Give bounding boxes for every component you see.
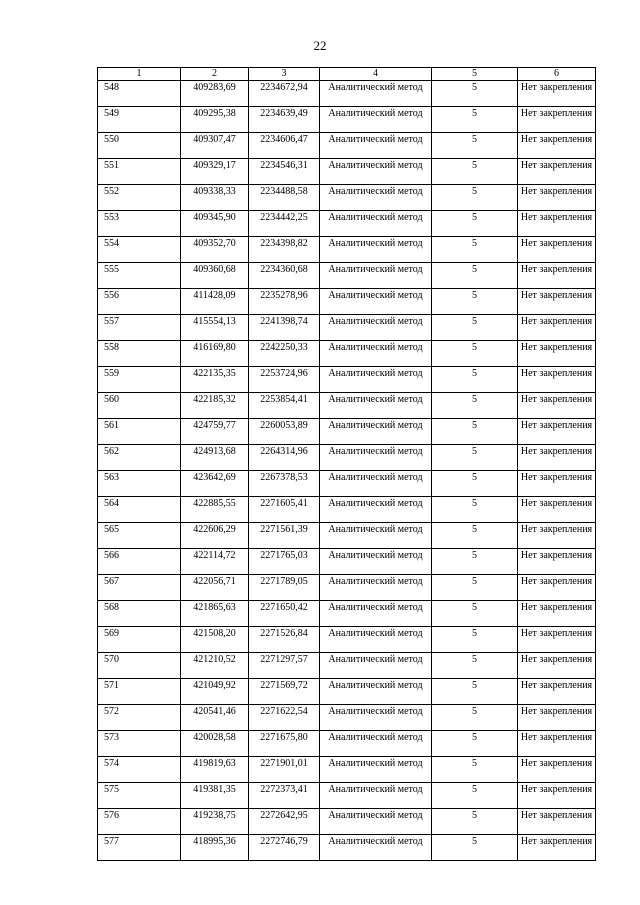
fixation-cell: Нет закрепления xyxy=(518,809,596,835)
point-number-cell: 562 xyxy=(98,445,181,471)
point-number-cell: 554 xyxy=(98,237,181,263)
y-coordinate-cell: 2271526,84 xyxy=(249,627,320,653)
accuracy-cell: 5 xyxy=(432,393,518,419)
accuracy-cell: 5 xyxy=(432,731,518,757)
table-row xyxy=(98,211,596,237)
accuracy-cell: 5 xyxy=(432,211,518,237)
point-number-cell: 576 xyxy=(98,809,181,835)
x-coordinate-cell: 409307,47 xyxy=(181,133,249,159)
point-number-cell: 552 xyxy=(98,185,181,211)
x-coordinate-cell: 420028,58 xyxy=(181,731,249,757)
table-row xyxy=(98,341,596,367)
x-coordinate-cell: 422185,32 xyxy=(181,393,249,419)
table-row xyxy=(98,471,596,497)
table-row xyxy=(98,783,596,809)
accuracy-cell: 5 xyxy=(432,835,518,861)
accuracy-cell: 5 xyxy=(432,185,518,211)
table-row xyxy=(98,315,596,341)
fixation-cell: Нет закрепления xyxy=(518,705,596,731)
fixation-cell: Нет закрепления xyxy=(518,185,596,211)
y-coordinate-cell: 2271561,39 xyxy=(249,523,320,549)
y-coordinate-cell: 2271297,57 xyxy=(249,653,320,679)
accuracy-cell: 5 xyxy=(432,705,518,731)
y-coordinate-cell: 2272746,79 xyxy=(249,835,320,861)
x-coordinate-cell: 419381,35 xyxy=(181,783,249,809)
fixation-cell: Нет закрепления xyxy=(518,549,596,575)
x-coordinate-cell: 421210,52 xyxy=(181,653,249,679)
table-row xyxy=(98,159,596,185)
table-row xyxy=(98,601,596,627)
y-coordinate-cell: 2272373,41 xyxy=(249,783,320,809)
accuracy-cell: 5 xyxy=(432,419,518,445)
x-coordinate-cell: 415554,13 xyxy=(181,315,249,341)
x-coordinate-cell: 421049,92 xyxy=(181,679,249,705)
fixation-cell: Нет закрепления xyxy=(518,523,596,549)
fixation-cell: Нет закрепления xyxy=(518,497,596,523)
fixation-cell: Нет закрепления xyxy=(518,289,596,315)
fixation-cell: Нет закрепления xyxy=(518,679,596,705)
accuracy-cell: 5 xyxy=(432,289,518,315)
x-coordinate-cell: 423642,69 xyxy=(181,471,249,497)
method-cell: Аналитический метод xyxy=(320,497,432,523)
fixation-cell: Нет закрепления xyxy=(518,471,596,497)
fixation-cell: Нет закрепления xyxy=(518,835,596,861)
accuracy-cell: 5 xyxy=(432,757,518,783)
y-coordinate-cell: 2234360,68 xyxy=(249,263,320,289)
method-cell: Аналитический метод xyxy=(320,263,432,289)
fixation-cell: Нет закрепления xyxy=(518,211,596,237)
point-number-cell: 571 xyxy=(98,679,181,705)
x-coordinate-cell: 419238,75 xyxy=(181,809,249,835)
accuracy-cell: 5 xyxy=(432,653,518,679)
y-coordinate-cell: 2271569,72 xyxy=(249,679,320,705)
accuracy-cell: 5 xyxy=(432,549,518,575)
method-cell: Аналитический метод xyxy=(320,211,432,237)
table-row xyxy=(98,627,596,653)
x-coordinate-cell: 409345,90 xyxy=(181,211,249,237)
point-number-cell: 574 xyxy=(98,757,181,783)
method-cell: Аналитический метод xyxy=(320,757,432,783)
accuracy-cell: 5 xyxy=(432,471,518,497)
method-cell: Аналитический метод xyxy=(320,731,432,757)
accuracy-cell: 5 xyxy=(432,341,518,367)
point-number-cell: 565 xyxy=(98,523,181,549)
table-row xyxy=(98,575,596,601)
table-row xyxy=(98,81,596,107)
table-row xyxy=(98,289,596,315)
point-number-cell: 558 xyxy=(98,341,181,367)
accuracy-cell: 5 xyxy=(432,809,518,835)
method-cell: Аналитический метод xyxy=(320,653,432,679)
point-number-cell: 559 xyxy=(98,367,181,393)
y-coordinate-cell: 2241398,74 xyxy=(249,315,320,341)
y-coordinate-cell: 2234672,94 xyxy=(249,81,320,107)
method-cell: Аналитический метод xyxy=(320,81,432,107)
x-coordinate-cell: 411428,09 xyxy=(181,289,249,315)
point-number-cell: 556 xyxy=(98,289,181,315)
table-body xyxy=(98,81,596,861)
method-cell: Аналитический метод xyxy=(320,133,432,159)
coordinates-table xyxy=(97,67,596,861)
column-header: 2 xyxy=(181,68,249,81)
point-number-cell: 569 xyxy=(98,627,181,653)
method-cell: Аналитический метод xyxy=(320,185,432,211)
column-header: 3 xyxy=(249,68,320,81)
method-cell: Аналитический метод xyxy=(320,523,432,549)
fixation-cell: Нет закрепления xyxy=(518,263,596,289)
method-cell: Аналитический метод xyxy=(320,471,432,497)
point-number-cell: 575 xyxy=(98,783,181,809)
table-row xyxy=(98,133,596,159)
accuracy-cell: 5 xyxy=(432,497,518,523)
accuracy-cell: 5 xyxy=(432,133,518,159)
fixation-cell: Нет закрепления xyxy=(518,757,596,783)
fixation-cell: Нет закрепления xyxy=(518,783,596,809)
y-coordinate-cell: 2234639,49 xyxy=(249,107,320,133)
page-number: 22 xyxy=(313,38,327,53)
method-cell: Аналитический метод xyxy=(320,445,432,471)
method-cell: Аналитический метод xyxy=(320,315,432,341)
fixation-cell: Нет закрепления xyxy=(518,653,596,679)
table-row xyxy=(98,835,596,861)
x-coordinate-cell: 421508,20 xyxy=(181,627,249,653)
table-header-row xyxy=(98,68,596,81)
x-coordinate-cell: 409295,38 xyxy=(181,107,249,133)
y-coordinate-cell: 2260053,89 xyxy=(249,419,320,445)
y-coordinate-cell: 2271789,05 xyxy=(249,575,320,601)
point-number-cell: 560 xyxy=(98,393,181,419)
fixation-cell: Нет закрепления xyxy=(518,81,596,107)
point-number-cell: 570 xyxy=(98,653,181,679)
method-cell: Аналитический метод xyxy=(320,393,432,419)
accuracy-cell: 5 xyxy=(432,107,518,133)
point-number-cell: 557 xyxy=(98,315,181,341)
y-coordinate-cell: 2271622,54 xyxy=(249,705,320,731)
fixation-cell: Нет закрепления xyxy=(518,315,596,341)
x-coordinate-cell: 422114,72 xyxy=(181,549,249,575)
x-coordinate-cell: 409360,68 xyxy=(181,263,249,289)
point-number-cell: 573 xyxy=(98,731,181,757)
point-number-cell: 568 xyxy=(98,601,181,627)
method-cell: Аналитический метод xyxy=(320,107,432,133)
y-coordinate-cell: 2271765,03 xyxy=(249,549,320,575)
y-coordinate-cell: 2242250,33 xyxy=(249,341,320,367)
x-coordinate-cell: 409338,33 xyxy=(181,185,249,211)
point-number-cell: 572 xyxy=(98,705,181,731)
table-row xyxy=(98,237,596,263)
table-row xyxy=(98,445,596,471)
accuracy-cell: 5 xyxy=(432,81,518,107)
fixation-cell: Нет закрепления xyxy=(518,159,596,185)
x-coordinate-cell: 419819,63 xyxy=(181,757,249,783)
fixation-cell: Нет закрепления xyxy=(518,107,596,133)
fixation-cell: Нет закрепления xyxy=(518,575,596,601)
y-coordinate-cell: 2267378,53 xyxy=(249,471,320,497)
column-header: 6 xyxy=(518,68,596,81)
point-number-cell: 553 xyxy=(98,211,181,237)
method-cell: Аналитический метод xyxy=(320,237,432,263)
point-number-cell: 563 xyxy=(98,471,181,497)
x-coordinate-cell: 420541,46 xyxy=(181,705,249,731)
y-coordinate-cell: 2271650,42 xyxy=(249,601,320,627)
point-number-cell: 548 xyxy=(98,81,181,107)
table-row xyxy=(98,653,596,679)
column-header: 4 xyxy=(320,68,432,81)
method-cell: Аналитический метод xyxy=(320,419,432,445)
table-row xyxy=(98,419,596,445)
accuracy-cell: 5 xyxy=(432,263,518,289)
table-row xyxy=(98,107,596,133)
fixation-cell: Нет закрепления xyxy=(518,627,596,653)
column-header: 1 xyxy=(98,68,181,81)
table-row xyxy=(98,757,596,783)
y-coordinate-cell: 2253854,41 xyxy=(249,393,320,419)
fixation-cell: Нет закрепления xyxy=(518,237,596,263)
method-cell: Аналитический метод xyxy=(320,705,432,731)
x-coordinate-cell: 422056,71 xyxy=(181,575,249,601)
point-number-cell: 555 xyxy=(98,263,181,289)
point-number-cell: 550 xyxy=(98,133,181,159)
y-coordinate-cell: 2235278,96 xyxy=(249,289,320,315)
accuracy-cell: 5 xyxy=(432,679,518,705)
fixation-cell: Нет закрепления xyxy=(518,393,596,419)
point-number-cell: 561 xyxy=(98,419,181,445)
table-row xyxy=(98,549,596,575)
y-coordinate-cell: 2264314,96 xyxy=(249,445,320,471)
point-number-cell: 567 xyxy=(98,575,181,601)
method-cell: Аналитический метод xyxy=(320,783,432,809)
fixation-cell: Нет закрепления xyxy=(518,601,596,627)
table-row xyxy=(98,523,596,549)
x-coordinate-cell: 422885,55 xyxy=(181,497,249,523)
x-coordinate-cell: 424913,68 xyxy=(181,445,249,471)
method-cell: Аналитический метод xyxy=(320,835,432,861)
table-row xyxy=(98,679,596,705)
point-number-cell: 564 xyxy=(98,497,181,523)
method-cell: Аналитический метод xyxy=(320,341,432,367)
accuracy-cell: 5 xyxy=(432,601,518,627)
accuracy-cell: 5 xyxy=(432,237,518,263)
table-row xyxy=(98,393,596,419)
x-coordinate-cell: 422606,29 xyxy=(181,523,249,549)
method-cell: Аналитический метод xyxy=(320,159,432,185)
fixation-cell: Нет закрепления xyxy=(518,133,596,159)
method-cell: Аналитический метод xyxy=(320,627,432,653)
y-coordinate-cell: 2271605,41 xyxy=(249,497,320,523)
y-coordinate-cell: 2234546,31 xyxy=(249,159,320,185)
x-coordinate-cell: 409352,70 xyxy=(181,237,249,263)
y-coordinate-cell: 2234606,47 xyxy=(249,133,320,159)
y-coordinate-cell: 2271901,01 xyxy=(249,757,320,783)
accuracy-cell: 5 xyxy=(432,523,518,549)
method-cell: Аналитический метод xyxy=(320,575,432,601)
x-coordinate-cell: 416169,80 xyxy=(181,341,249,367)
accuracy-cell: 5 xyxy=(432,783,518,809)
y-coordinate-cell: 2234442,25 xyxy=(249,211,320,237)
column-header: 5 xyxy=(432,68,518,81)
x-coordinate-cell: 409283,69 xyxy=(181,81,249,107)
y-coordinate-cell: 2253724,96 xyxy=(249,367,320,393)
fixation-cell: Нет закрепления xyxy=(518,419,596,445)
table-row xyxy=(98,705,596,731)
y-coordinate-cell: 2234488,58 xyxy=(249,185,320,211)
x-coordinate-cell: 421865,63 xyxy=(181,601,249,627)
method-cell: Аналитический метод xyxy=(320,679,432,705)
fixation-cell: Нет закрепления xyxy=(518,341,596,367)
y-coordinate-cell: 2271675,80 xyxy=(249,731,320,757)
point-number-cell: 566 xyxy=(98,549,181,575)
method-cell: Аналитический метод xyxy=(320,601,432,627)
table-row xyxy=(98,497,596,523)
accuracy-cell: 5 xyxy=(432,627,518,653)
x-coordinate-cell: 409329,17 xyxy=(181,159,249,185)
method-cell: Аналитический метод xyxy=(320,367,432,393)
point-number-cell: 551 xyxy=(98,159,181,185)
method-cell: Аналитический метод xyxy=(320,549,432,575)
fixation-cell: Нет закрепления xyxy=(518,367,596,393)
table-row xyxy=(98,185,596,211)
table-row xyxy=(98,731,596,757)
accuracy-cell: 5 xyxy=(432,159,518,185)
x-coordinate-cell: 422135,35 xyxy=(181,367,249,393)
point-number-cell: 577 xyxy=(98,835,181,861)
point-number-cell: 549 xyxy=(98,107,181,133)
x-coordinate-cell: 418995,36 xyxy=(181,835,249,861)
accuracy-cell: 5 xyxy=(432,445,518,471)
fixation-cell: Нет закрепления xyxy=(518,445,596,471)
accuracy-cell: 5 xyxy=(432,315,518,341)
method-cell: Аналитический метод xyxy=(320,289,432,315)
method-cell: Аналитический метод xyxy=(320,809,432,835)
fixation-cell: Нет закрепления xyxy=(518,731,596,757)
y-coordinate-cell: 2234398,82 xyxy=(249,237,320,263)
y-coordinate-cell: 2272642,95 xyxy=(249,809,320,835)
table-row xyxy=(98,263,596,289)
table-row xyxy=(98,367,596,393)
x-coordinate-cell: 424759,77 xyxy=(181,419,249,445)
accuracy-cell: 5 xyxy=(432,367,518,393)
accuracy-cell: 5 xyxy=(432,575,518,601)
table-row xyxy=(98,809,596,835)
